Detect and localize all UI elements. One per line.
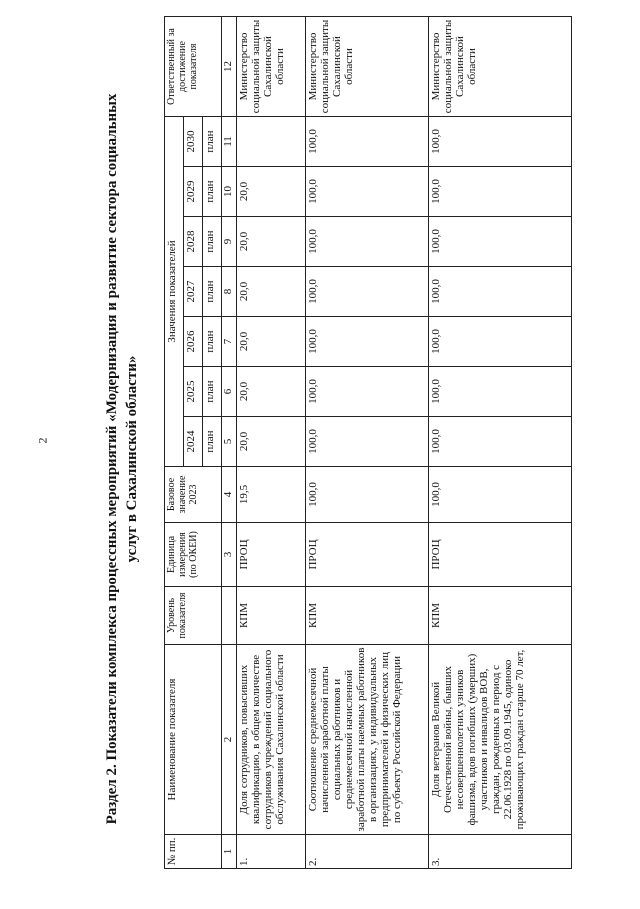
header-plan: план: [203, 117, 222, 167]
row-value: 20,0: [237, 417, 306, 467]
row-value: 100,0: [429, 267, 572, 317]
header-values: Значения показателей: [165, 117, 184, 467]
page-number: 2: [35, 437, 50, 444]
column-number: 7: [222, 317, 237, 367]
row-base: 19,5: [237, 467, 306, 523]
column-number: 11: [222, 117, 237, 167]
column-number: 9: [222, 217, 237, 267]
header-plan: план: [203, 267, 222, 317]
row-name: Соотношение среднемесячной начисленной заработной платы социальных работников и среднемесячной начисленной заработной платы наемных работников в организациях, у индивидуальных предпринимателей и физических лиц по субъекту Российской Федерации: [306, 645, 429, 835]
table-row: [306, 17, 429, 869]
table-row: [429, 17, 572, 869]
row-responsible: Министерство социальной защиты Сахалинской области: [237, 17, 306, 117]
section-title: [102, 19, 142, 899]
header-year: 2029: [184, 167, 203, 217]
header-year: 2028: [184, 217, 203, 267]
header-num: № пп.: [165, 835, 222, 869]
header-unit: Единица измерения (по ОКЕИ): [165, 523, 222, 587]
column-number: 3: [222, 523, 237, 587]
row-name: Доля сотрудников, повысивших квалификацию, в общем количестве сотрудников учреждений социального обслуживания Сахалинской области: [237, 645, 306, 835]
row-value: 100,0: [306, 267, 429, 317]
row-value: 100,0: [429, 117, 572, 167]
row-unit: ПРОЦ: [306, 523, 429, 587]
row-value: 100,0: [429, 167, 572, 217]
row-responsible: Министерство социальной защиты Сахалинской области: [306, 17, 429, 117]
row-value: [237, 117, 306, 167]
row-num: 2.: [306, 835, 429, 869]
row-value: 100,0: [429, 317, 572, 367]
header-year: 2024: [184, 417, 203, 467]
row-value: 20,0: [237, 317, 306, 367]
row-value: 100,0: [306, 117, 429, 167]
column-number: 6: [222, 367, 237, 417]
header-row-top: [165, 17, 184, 869]
row-value: 20,0: [237, 367, 306, 417]
column-number: 4: [222, 467, 237, 523]
column-number: 10: [222, 167, 237, 217]
header-year: 2025: [184, 367, 203, 417]
row-value: 20,0: [237, 217, 306, 267]
row-unit: ПРОЦ: [237, 523, 306, 587]
row-base: 100,0: [429, 467, 572, 523]
row-level: КПМ: [237, 587, 306, 645]
rotated-content: [100, 0, 640, 909]
row-level: КПМ: [306, 587, 429, 645]
header-base: Базовое значение 2023: [165, 467, 222, 523]
row-num: 1.: [237, 835, 306, 869]
section-title-line1: Раздел 2. Показатели комплекса процессных мероприятий «Модернизация и развитие сектора социальных: [104, 93, 120, 825]
table-row: [237, 17, 306, 869]
column-numbers-row: [222, 17, 237, 869]
header-responsible: Ответственный за достижение показателя: [165, 17, 222, 117]
row-value: 100,0: [429, 217, 572, 267]
column-number: 8: [222, 267, 237, 317]
row-value: 100,0: [429, 367, 572, 417]
header-plan: план: [203, 217, 222, 267]
row-value: 100,0: [306, 317, 429, 367]
header-name: Наименование показателя: [165, 645, 222, 835]
row-value: 100,0: [306, 367, 429, 417]
header-year: 2026: [184, 317, 203, 367]
row-value: 100,0: [429, 417, 572, 467]
header-year: 2027: [184, 267, 203, 317]
row-num: 3.: [429, 835, 572, 869]
row-name: Доля ветеранов Великой Отечественной войны, бывших несовершеннолетних узников фашизма, вдов погибших (умерших) участников и инвалидов ВОВ, граждан, рожденных в период с 22.06.1928 по 03.09.1945, одиноко проживающих граждан старше 70 лет,: [429, 645, 572, 835]
row-value: 100,0: [306, 417, 429, 467]
header-plan: план: [203, 167, 222, 217]
header-year: 2030: [184, 117, 203, 167]
row-level: КПМ: [429, 587, 572, 645]
section-title-line2: услуг в Сахалинской области»: [124, 355, 140, 563]
column-number: 2: [222, 645, 237, 835]
column-number: 12: [222, 17, 237, 117]
row-unit: ПРОЦ: [429, 523, 572, 587]
header-plan: план: [203, 317, 222, 367]
header-plan: план: [203, 367, 222, 417]
row-base: 100,0: [306, 467, 429, 523]
column-number: 5: [222, 417, 237, 467]
header-plan: план: [203, 417, 222, 467]
row-value: 100,0: [306, 167, 429, 217]
row-responsible: Министерство социальной защиты Сахалинской области: [429, 17, 572, 117]
column-number: 1: [222, 835, 237, 869]
row-value: 20,0: [237, 167, 306, 217]
row-value: 20,0: [237, 267, 306, 317]
column-number: [222, 587, 237, 645]
header-level: Уровень показателя: [165, 587, 222, 645]
row-value: 100,0: [306, 217, 429, 267]
indicators-table: [164, 16, 572, 869]
